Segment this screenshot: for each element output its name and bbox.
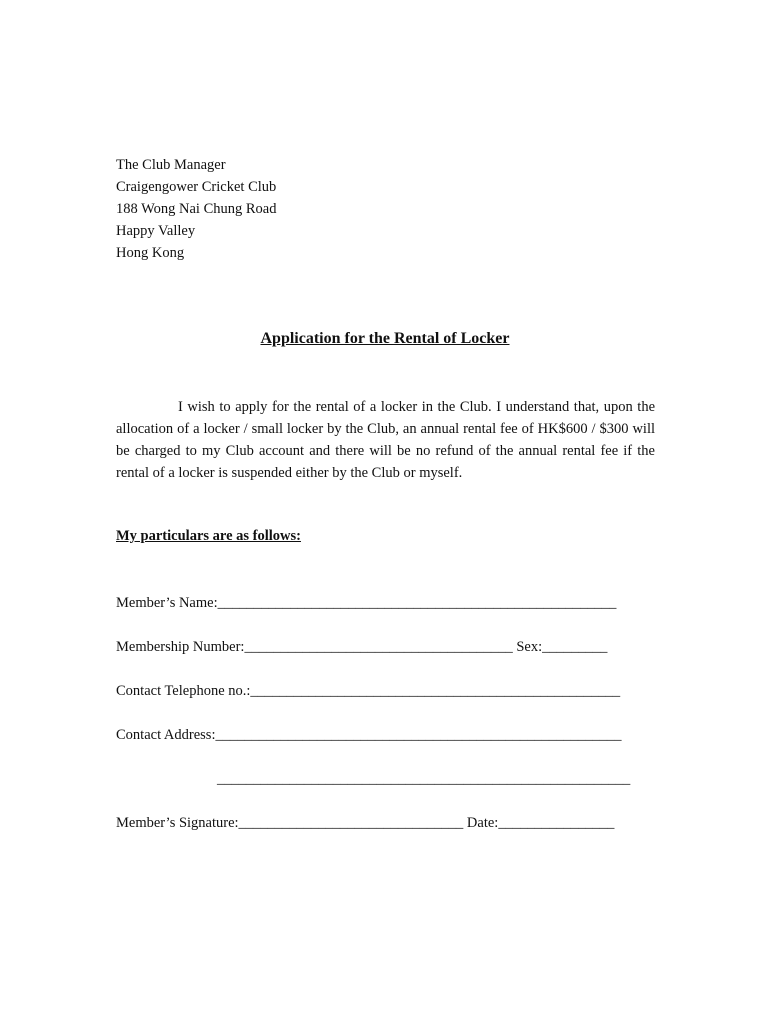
- recipient-line-road: 188 Wong Nai Chung Road: [116, 201, 277, 217]
- member-signature-and-date-field[interactable]: Member’s Signature:_______________________________ Date:________________: [116, 815, 615, 831]
- contact-address-second-line-field[interactable]: _________________________________________________________: [217, 771, 631, 787]
- member-name-field[interactable]: Member’s Name:_______________________________________________________: [116, 595, 617, 611]
- membership-number-and-sex-field[interactable]: Membership Number:_____________________________________ Sex:_________: [116, 639, 608, 655]
- contact-address-field[interactable]: Contact Address:________________________________________________________: [116, 727, 622, 743]
- document-title: Application for the Rental of Locker: [260, 330, 510, 347]
- contact-telephone-field[interactable]: Contact Telephone no.:___________________________________________________: [116, 683, 621, 699]
- recipient-line-district: Happy Valley: [116, 223, 196, 239]
- application-statement: I wish to apply for the rental of a locker in the Club. I understand that, upon the allocation of a locker / small locker by the Club, an annual rental fee of HK$600 / $300 will be charged to my Club account and there will be no refund of the annual rental fee if the rental of a locker is suspended either by the Club or myself.: [116, 399, 655, 481]
- recipient-line-city: Hong Kong: [116, 245, 185, 261]
- recipient-line-manager: The Club Manager: [116, 157, 226, 173]
- recipient-address: [116, 154, 276, 264]
- recipient-line-club: Craigengower Cricket Club: [116, 179, 277, 195]
- particulars-heading: My particulars are as follows:: [116, 528, 301, 544]
